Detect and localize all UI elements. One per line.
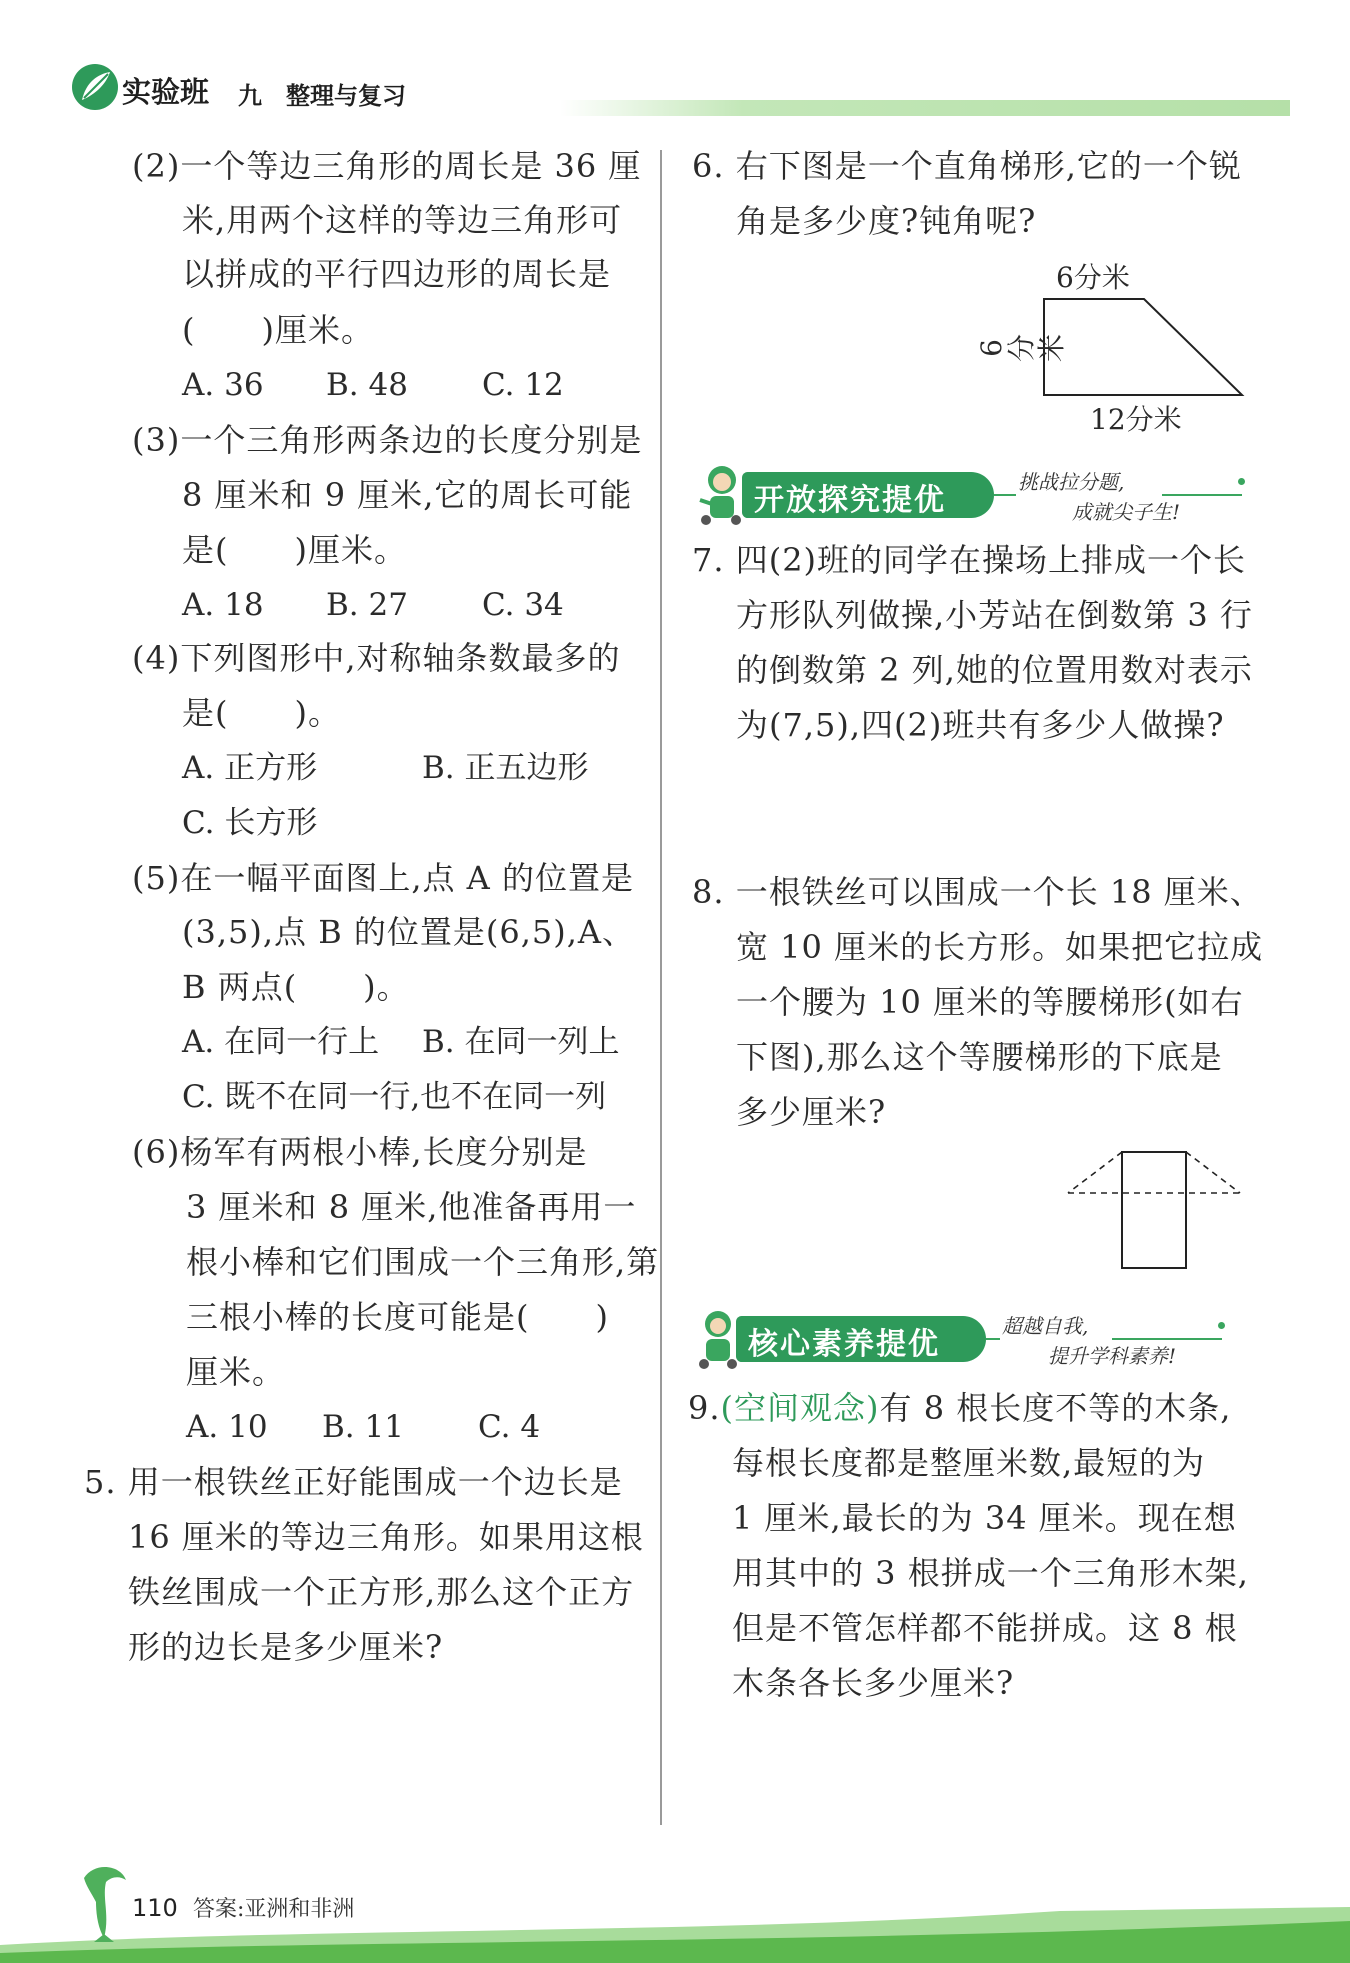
- option-b: B. 11: [322, 1409, 404, 1445]
- banner-slogan-2: 成就尖子生!: [1072, 500, 1181, 524]
- option-b: B. 正五边形: [422, 750, 589, 786]
- option-b: B. 48: [326, 367, 408, 403]
- option-a: A. 36: [182, 367, 264, 403]
- question-text: 有 8 根长度不等的木条,: [879, 1389, 1232, 1427]
- trapezoid-top-label: 6分米: [1056, 261, 1130, 294]
- option-c: C. 4: [478, 1409, 541, 1445]
- dolphin-icon: [74, 1858, 134, 1948]
- question-line: 木条各长多少厘米?: [732, 1664, 1015, 1702]
- page-number: 110: [132, 1894, 178, 1922]
- question-line: 16 厘米的等边三角形。如果用这根: [128, 1518, 644, 1556]
- question-line: 为(7,5),四(2)班共有多少人做操?: [736, 706, 1225, 744]
- question-line: 每根长度都是整厘米数,最短的为: [732, 1444, 1206, 1482]
- banner-core-literacy: [692, 1312, 1252, 1366]
- option-a: A. 18: [182, 587, 264, 623]
- question-line: 用其中的 3 根拼成一个三角形木架,: [732, 1554, 1249, 1592]
- question-line: 米,用两个这样的等边三角形可: [182, 201, 623, 239]
- option-a: A. 在同一行上: [182, 1024, 380, 1060]
- question-line: (6)杨军有两根小棒,长度分别是: [132, 1133, 588, 1171]
- banner-dot: [1218, 1322, 1225, 1329]
- option-c: C. 既不在同一行,也不在同一列: [182, 1079, 607, 1115]
- question-line: 下图),那么这个等腰梯形的下底是: [736, 1038, 1223, 1076]
- banner-dot: [1238, 478, 1245, 485]
- question-number: 9.: [688, 1389, 721, 1427]
- banner-slogan-1: 超越自我,: [1002, 1314, 1089, 1338]
- question-line: ( )厘米。: [182, 311, 374, 349]
- chapter-number: 九: [238, 82, 262, 110]
- trapezoid-left-label: 6分米: [975, 334, 1068, 363]
- question-line: 一个腰为 10 厘米的等腰梯形(如右: [736, 983, 1244, 1021]
- option-c: C. 12: [482, 367, 564, 403]
- question-line: (3,5),点 B 的位置是(6,5),A、: [182, 913, 636, 951]
- option-b: B. 在同一列上: [422, 1024, 620, 1060]
- skill-tag: (空间观念): [720, 1389, 880, 1427]
- question-line: 3 厘米和 8 厘米,他准备再用一: [186, 1188, 637, 1226]
- brand-name: 实验班: [122, 75, 210, 109]
- question-line: B 两点( )。: [182, 968, 410, 1006]
- option-b: B. 27: [326, 587, 408, 623]
- column-divider: [660, 150, 662, 1825]
- question-line: (5)在一幅平面图上,点 A 的位置是: [132, 859, 634, 897]
- banner-rule: [1112, 1338, 1222, 1340]
- trapezoid-bottom-label: 12分米: [1090, 403, 1182, 436]
- mascot-icon: [692, 460, 748, 526]
- option-c: C. 34: [482, 587, 564, 623]
- question-line: 厘米。: [186, 1353, 286, 1391]
- banner-slogan-2: 提升学科素养!: [1048, 1344, 1177, 1368]
- question-line: 铁丝围成一个正方形,那么这个正方: [128, 1573, 635, 1611]
- question-line: 1 厘米,最长的为 34 厘米。现在想: [732, 1499, 1237, 1537]
- header-band: [560, 100, 1290, 116]
- mascot-icon: [692, 1306, 742, 1370]
- question-line: 5. 用一根铁丝正好能围成一个边长是: [84, 1463, 623, 1501]
- question-line: 6. 右下图是一个直角梯形,它的一个锐: [692, 147, 1242, 185]
- question-line: 但是不管怎样都不能拼成。这 8 根: [732, 1609, 1238, 1647]
- banner-title: 开放探究提优: [754, 483, 946, 518]
- question-line: 形的边长是多少厘米?: [128, 1628, 444, 1666]
- option-c: C. 长方形: [182, 805, 318, 841]
- option-a: A. 正方形: [182, 750, 318, 786]
- option-a: A. 10: [186, 1409, 268, 1445]
- question-line: [688, 1388, 1231, 1428]
- question-line: 角是多少度?钝角呢?: [736, 202, 1037, 240]
- question-line: (2)一个等边三角形的周长是 36 厘: [132, 147, 642, 185]
- banner-title: 核心素养提优: [748, 1327, 940, 1362]
- chapter-title: 整理与复习: [286, 82, 406, 110]
- question-line: 7. 四(2)班的同学在操场上排成一个长: [692, 541, 1247, 579]
- question-line: (3)一个三角形两条边的长度分别是: [132, 421, 643, 459]
- question-line: 宽 10 厘米的长方形。如果把它拉成: [736, 928, 1264, 966]
- question-line: (4)下列图形中,对称轴条数最多的: [132, 639, 621, 677]
- question-line: 方形队列做操,小芳站在倒数第 3 行: [736, 596, 1253, 634]
- question-line: 三根小棒的长度可能是( ): [186, 1298, 609, 1336]
- banner-slogan-1: 挑战拉分题,: [1018, 470, 1125, 494]
- question-line: 是( )厘米。: [182, 531, 407, 569]
- question-line: 多少厘米?: [736, 1093, 887, 1131]
- rectangle-to-trapezoid-figure: [1060, 1145, 1250, 1275]
- question-line: 的倒数第 2 列,她的位置用数对表示: [736, 651, 1253, 689]
- banner-rule: [1162, 494, 1242, 496]
- question-line: 以拼成的平行四边形的周长是: [182, 255, 612, 293]
- question-line: 8. 一根铁丝可以围成一个长 18 厘米、: [692, 873, 1263, 911]
- banner-open-inquiry: [692, 468, 1252, 522]
- question-line: 根小棒和它们围成一个三角形,第: [186, 1243, 660, 1281]
- banner-rule: [986, 1338, 1000, 1340]
- banner-rule: [994, 494, 1016, 496]
- leaf-logo-icon: [70, 62, 120, 112]
- footer-answer: 答案:亚洲和非洲: [193, 1897, 355, 1922]
- question-line: 8 厘米和 9 厘米,它的周长可能: [182, 476, 633, 514]
- question-line: 是( )。: [182, 694, 341, 732]
